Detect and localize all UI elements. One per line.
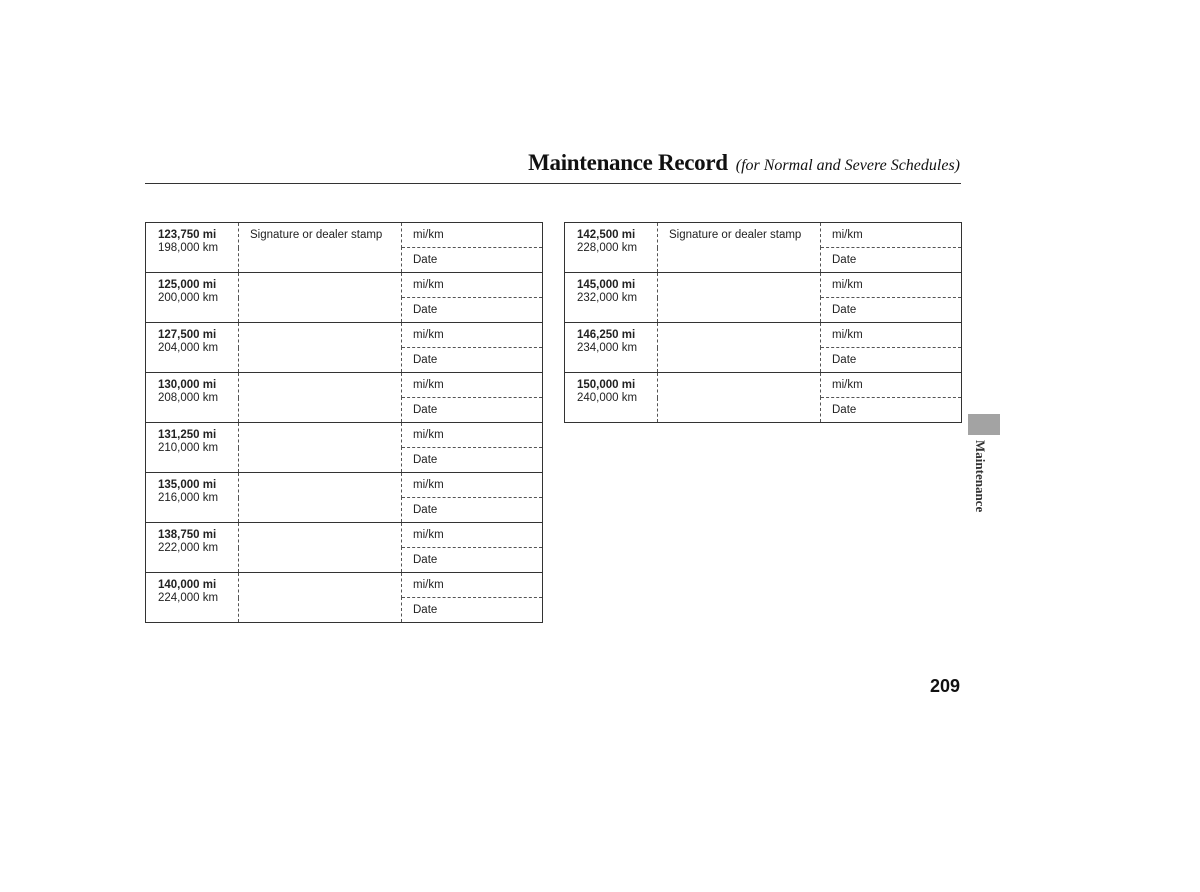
interval-miles: 125,000 mi: [158, 279, 217, 291]
interval-kilometers: 234,000 km: [577, 342, 638, 354]
interval-cell: [146, 273, 239, 323]
maintenance-table-left-body: [146, 223, 543, 623]
date-field: Date: [413, 354, 438, 366]
record-row: [146, 473, 543, 498]
signature-cell: [658, 223, 821, 273]
mileage-field: mi/km: [402, 523, 543, 548]
page-title: Maintenance Record: [528, 150, 728, 175]
date-field: Date: [832, 254, 857, 266]
interval-cell: [146, 473, 239, 523]
signature-cell: [658, 323, 821, 373]
date-field: Date: [832, 304, 857, 316]
interval-cell: [565, 273, 658, 323]
interval-kilometers: 232,000 km: [577, 292, 638, 304]
record-row: [146, 273, 543, 298]
signature-cell: [658, 373, 821, 423]
record-row: [565, 323, 962, 348]
interval-kilometers: 224,000 km: [158, 592, 219, 604]
interval-cell: [565, 323, 658, 373]
interval-miles: 135,000 mi: [158, 479, 217, 491]
signature-cell: [239, 573, 402, 623]
interval-cell: [146, 373, 239, 423]
mileage-field: mi/km: [821, 273, 962, 298]
signature-cell: [239, 223, 402, 273]
date-field: Date: [413, 454, 438, 466]
interval-miles: 123,750 mi: [158, 229, 217, 241]
mileage-field: mi/km: [402, 473, 543, 498]
section-tab-marker: [968, 414, 1000, 435]
signature-cell: [239, 473, 402, 523]
interval-kilometers: 228,000 km: [577, 242, 638, 254]
maintenance-table-right: [564, 222, 962, 423]
mileage-field: mi/km: [402, 373, 543, 398]
mileage-field: mi/km: [402, 323, 543, 348]
maintenance-table-left: [145, 222, 543, 623]
mileage-field: mi/km: [821, 223, 962, 248]
record-row: [146, 523, 543, 548]
record-row: [565, 273, 962, 298]
page-number: 209: [929, 676, 960, 696]
interval-kilometers: 240,000 km: [577, 392, 638, 404]
date-field: Date: [413, 254, 438, 266]
date-field: Date: [413, 504, 438, 516]
signature-cell: [239, 523, 402, 573]
interval-cell: [146, 323, 239, 373]
record-row: [146, 573, 543, 598]
interval-miles: 130,000 mi: [158, 379, 217, 391]
interval-kilometers: 200,000 km: [158, 292, 219, 304]
signature-cell: [239, 323, 402, 373]
interval-miles: 140,000 mi: [158, 579, 217, 591]
interval-cell: [146, 523, 239, 573]
mileage-field: mi/km: [402, 423, 543, 448]
date-field: Date: [413, 604, 438, 616]
page-subtitle: (for Normal and Severe Schedules): [735, 157, 960, 174]
interval-cell: [565, 223, 658, 273]
mileage-field: mi/km: [821, 373, 962, 398]
interval-cell: [565, 373, 658, 423]
mileage-field: mi/km: [402, 573, 543, 598]
date-field: Date: [413, 304, 438, 316]
interval-kilometers: 222,000 km: [158, 542, 219, 554]
interval-miles: 138,750 mi: [158, 529, 217, 541]
date-field: Date: [832, 404, 857, 416]
maintenance-table-right-body: [565, 223, 962, 423]
record-row: [146, 423, 543, 448]
page-header: [528, 150, 960, 176]
interval-miles: 146,250 mi: [577, 329, 636, 341]
signature-cell: [239, 423, 402, 473]
interval-kilometers: 204,000 km: [158, 342, 219, 354]
record-row: [565, 223, 962, 248]
signature-label: Signature or dealer stamp: [250, 229, 383, 241]
interval-miles: 145,000 mi: [577, 279, 636, 291]
interval-miles: 142,500 mi: [577, 229, 636, 241]
interval-miles: 131,250 mi: [158, 429, 217, 441]
interval-kilometers: 216,000 km: [158, 492, 219, 504]
mileage-field: mi/km: [402, 273, 543, 298]
interval-miles: 150,000 mi: [577, 379, 636, 391]
date-field: Date: [413, 404, 438, 416]
interval-kilometers: 198,000 km: [158, 242, 219, 254]
signature-cell: [239, 373, 402, 423]
interval-miles: 127,500 mi: [158, 329, 217, 341]
interval-kilometers: 210,000 km: [158, 442, 219, 454]
date-field: Date: [832, 354, 857, 366]
date-field: Date: [413, 554, 438, 566]
interval-kilometers: 208,000 km: [158, 392, 219, 404]
section-tab-label: Maintenance: [973, 440, 988, 513]
record-row: [146, 373, 543, 398]
record-row: [146, 323, 543, 348]
record-row: [146, 223, 543, 248]
interval-cell: [146, 573, 239, 623]
record-row: [565, 373, 962, 398]
signature-cell: [239, 273, 402, 323]
signature-label: Signature or dealer stamp: [669, 229, 802, 241]
interval-cell: [146, 223, 239, 273]
mileage-field: mi/km: [402, 223, 543, 248]
header-divider: [145, 183, 961, 184]
mileage-field: mi/km: [821, 323, 962, 348]
interval-cell: [146, 423, 239, 473]
signature-cell: [658, 273, 821, 323]
